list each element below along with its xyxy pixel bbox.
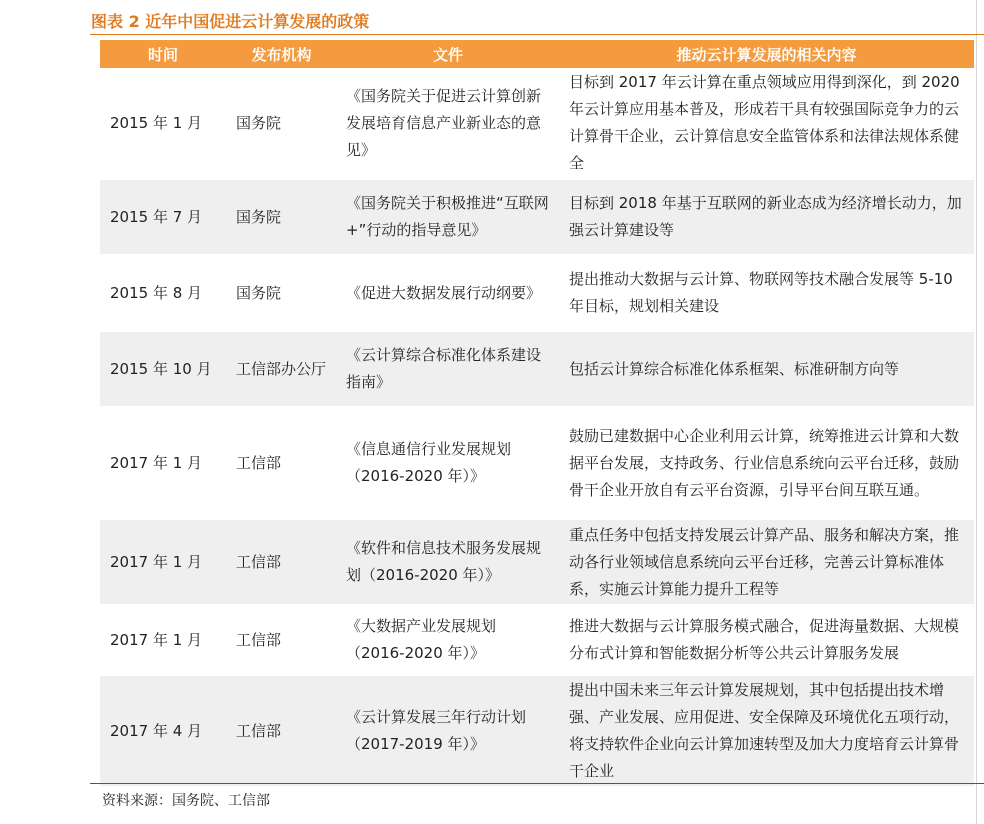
cell-time: 2017 年 1 月 [110,453,203,472]
cell-org: 工信部 [236,552,282,571]
cell-org: 工信部 [236,721,282,740]
cell-time: 2015 年 1 月 [110,113,203,132]
table-row [100,408,974,520]
header-content: 推动云计算发展的相关内容 [676,45,857,64]
table-row [100,256,974,332]
cell-content: 提出中国未来三年云计算发展规划，其中包括提出技术增强、产业发展、应用促进、安全保障及环境优化五项行动，将支持软件企业向云计算加速转型及加大力度培育云计算骨干企业 [569,681,960,780]
cell-document: 《软件和信息技术服务发展规划（2016-2020 年）》 [346,539,542,584]
table-header [100,40,974,68]
table-row [100,180,974,256]
cell-time: 2015 年 7 月 [110,207,203,226]
table-row [100,68,974,180]
cell-content: 目标到 2018 年基于互联网的新业态成为经济增长动力，加强云计算建设等 [569,194,962,239]
cell-time: 2015 年 10 月 [110,359,212,378]
cell-document: 《国务院关于促进云计算创新发展培育信息产业新业态的意见》 [346,86,542,159]
table-row [100,606,974,676]
table-bottom-rule [90,783,984,784]
table-row [100,520,974,606]
cell-org: 工信部办公厅 [236,359,327,378]
cell-content: 提出推动大数据与云计算、物联网等技术融合发展等 5-10 年目标，规划相关建设 [569,270,953,315]
header-document: 文件 [432,45,463,64]
table-row [100,676,974,788]
cell-org: 国务院 [236,113,282,132]
cell-org: 国务院 [236,283,282,302]
cell-org: 工信部 [236,630,282,649]
table-row [100,332,974,408]
cell-time: 2017 年 4 月 [110,721,203,740]
source-note: 资料来源：国务院、工信部 [102,793,270,809]
cell-document: 《促进大数据发展行动纲要》 [346,283,542,302]
cell-content: 推进大数据与云计算服务模式融合，促进海量数据、大规模分布式计算和智能数据分析等公共云计算服务发展 [569,617,960,662]
cell-document: 《信息通信行业发展规划（2016-2020 年）》 [346,440,512,485]
policy-table [100,40,974,788]
page-edge-line [976,0,977,824]
header-time: 时间 [147,45,178,64]
figure-title: 图表 2 近年中国促进云计算发展的政策 [91,12,370,31]
cell-org: 国务院 [236,207,282,226]
cell-document: 《大数据产业发展规划（2016-2020 年）》 [346,617,497,662]
cell-content: 包括云计算综合标准化体系框架、标准研制方向等 [569,359,900,378]
cell-time: 2015 年 8 月 [110,283,203,302]
cell-document: 《云计算发展三年行动计划（2017-2019 年）》 [346,708,527,753]
cell-time: 2017 年 1 月 [110,552,203,571]
cell-content: 目标到 2017 年云计算在重点领域应用得到深化，到 2020 年云计算应用基本普及，形成若干具有较强国际竞争力的云计算骨干企业，云计算信息安全监管体系和法律法规体系健全 [569,73,960,172]
cell-document: 《云计算综合标准化体系建设指南》 [346,346,542,391]
cell-document: 《国务院关于积极推进“互联网+”行动的指导意见》 [346,194,549,239]
cell-time: 2017 年 1 月 [110,630,203,649]
header-org: 发布机构 [251,45,312,64]
cell-content: 鼓励已建数据中心企业利用云计算，统筹推进云计算和大数据平台发展，支持政务、行业信息系统向云平台迁移，鼓励骨干企业开放自有云平台资源，引导平台间互联互通。 [569,426,960,499]
cell-org: 工信部 [236,453,282,472]
figure-header [90,0,984,35]
cell-content: 重点任务中包括支持发展云计算产品、服务和解决方案，推动各行业领域信息系统向云平台迁移，完善云计算标准体系，实施云计算能力提升工程等 [569,525,960,598]
